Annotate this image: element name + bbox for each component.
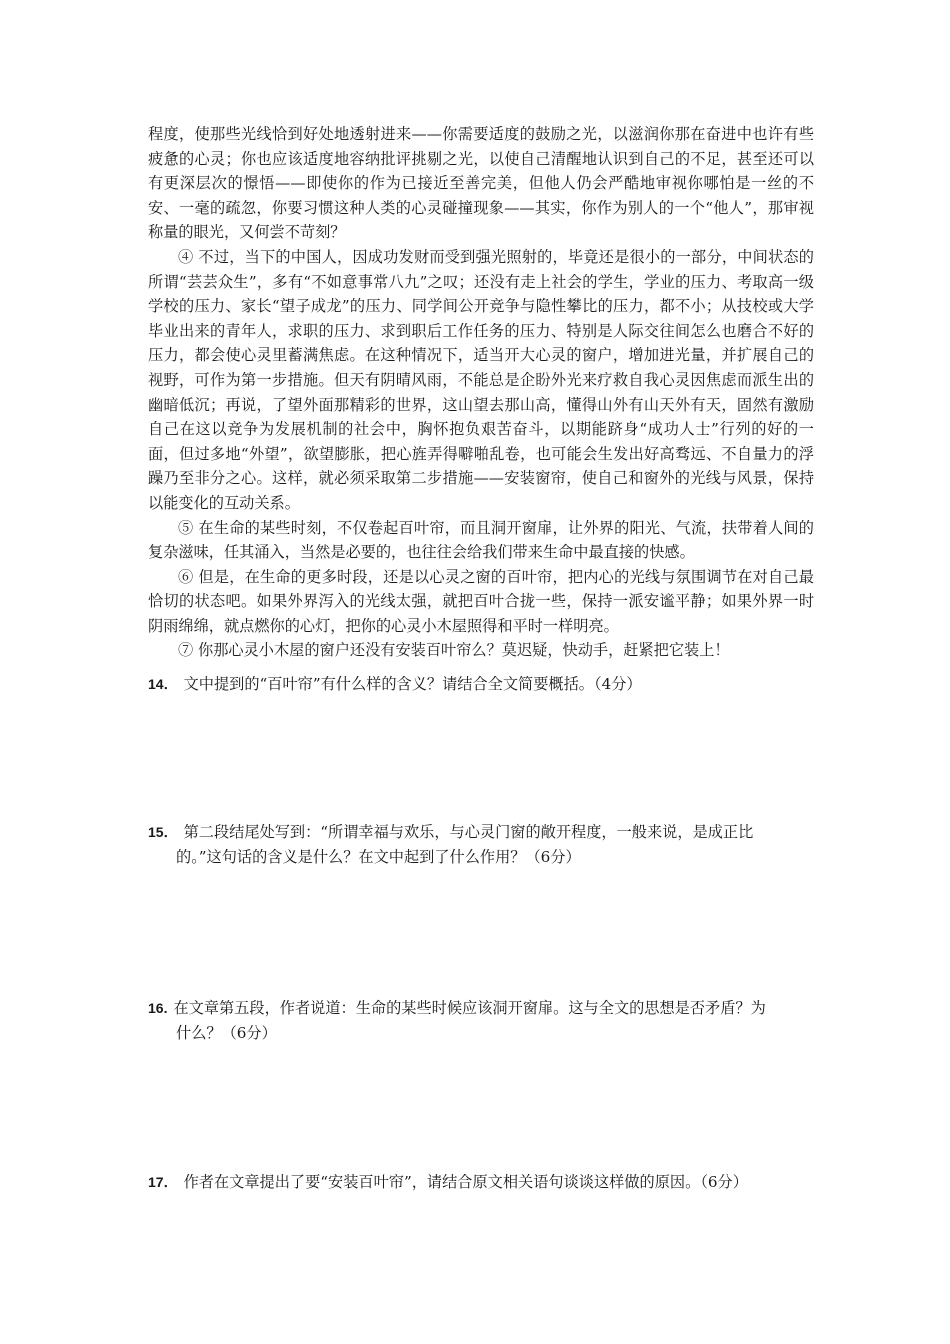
question-number: 14． — [148, 676, 178, 692]
passage-paragraph-6: ⑥ 但是，在生命的更多时段，还是以心灵之窗的百叶帘，把内心的光线与氛围调节在对自己最恰切的状态吧。如果外界泻入的光线太强，就把百叶合拢一些，保持一派安谧平静；如果外界一时阴雨绵绵，就点燃你的心灯，把你的心灵小木屋照得和平时一样明亮。 — [148, 567, 814, 635]
passage-paragraph-continuation: 程度，使那些光线恰到好处地透射进来——你需要适度的鼓励之光，以滋润你那在奋进中也许有些疲惫的心灵；你也应该适度地容纳批评挑剔之光，以使自己清醒地认识到自己的不足，甚至还可以有更深层次的憬悟——即使你的作为已接近至善完美，但他人仍会严酷地审视你哪怕是一丝的不安、一毫的疏忽，你要习惯这种人类的心灵碰撞现象——其实，你作为别人的一个“他人”，那审视称量的眼光，又何尝不苛刻？ — [148, 125, 814, 242]
question-17 — [148, 1170, 814, 1195]
question-text-continued: 的。”这句话的含义是什么？在文中起到了什么作用？（6分） — [176, 847, 581, 866]
question-number: 16. — [148, 1000, 168, 1016]
question-number: 15． — [148, 824, 178, 840]
question-text: 作者在文章提出了要“安装百叶帘”，请结合原文相关语句谈谈这样做的原因。（6分） — [183, 1173, 748, 1191]
question-text: 第二段结尾处写到：“所谓幸福与欢乐，与心灵门窗的敞开程度，一般来说，是成正比 — [183, 823, 754, 841]
question-text: 文中提到的“百叶帘”有什么样的含义？请结合全文简要概括。（4分） — [183, 675, 642, 693]
question-number: 17． — [148, 1174, 178, 1190]
passage-paragraph-7: ⑦ 你那心灵小木屋的窗户还没有安装百叶帘么？莫迟疑，快动手，赶紧把它装上！ — [178, 641, 730, 660]
question-14 — [148, 672, 814, 697]
passage-paragraph-4: ④ 不过，当下的中国人，因成功发财而受到强光照射的，毕竟还是很小的一部分，中间状态的所谓“芸芸众生”，多有“不如意事常八九”之叹；还没有走上社会的学生，学业的压力、考取高一级学校的压力、家长“望子成龙”的压力、同学间公开竞争与隐性攀比的压力，都不小；从技校或大学毕业出来的青年人，求职的压力、求到职后工作任务的压力、特别是人际交往间怎么也磨合不好的压力，都会使心灵里蓄满焦虑。在这种情况下，适当开大心灵的窗户，增加进光量，并扩展自己的视野，可作为第一步措施。但天有阴晴风雨，不能总是企盼外光来疗救自我心灵因焦虑而派生出的幽暗低沉；再说，了望外面那精彩的世界，这山望去那山高，懂得山外有山天外有天，固然有激励自己在这以竞争为发展机制的社会中，胸怀抱负艰苦奋斗，以期能跻身“成功人士”行列的好的一面，但过多地“外望”，欲望膨胀，把心旌弄得噼啪乱卷，也可能会生发出好高骛远、不自量力的浮躁乃至非分之心。这样，就必须采取第二步措施——安装窗帘，使自己和窗外的光线与风景，保持以能变化的互动关系。 — [148, 247, 814, 512]
question-text-continued: 什么？（6分） — [176, 1023, 277, 1042]
passage-paragraph-5: ⑤ 在生命的某些时刻，不仅卷起百叶帘，而且洞开窗扉，让外界的阳光、气流，扶带着人间的复杂滋味，任其涌入，当然是必要的，也往往会给我们带来生命中最直接的快感。 — [148, 518, 814, 562]
question-text: 在文章第五段，作者说道：生命的某些时候应该洞开窗扉。这与全文的思想是否矛盾？为 — [173, 999, 766, 1017]
passage — [148, 122, 814, 663]
question-15 — [148, 820, 814, 869]
question-16 — [148, 996, 814, 1045]
